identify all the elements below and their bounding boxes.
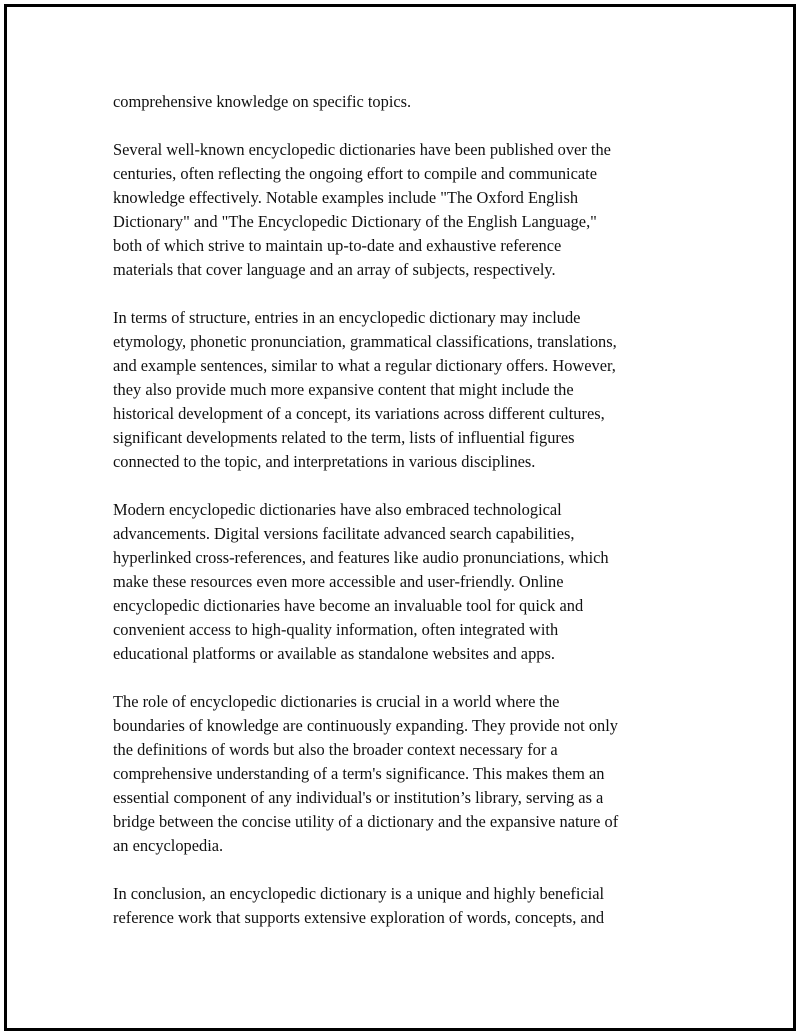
text-line: comprehensive understanding of a term's significance. This makes them an: [113, 764, 605, 783]
text-line: Dictionary" and "The Encyclopedic Dictionary of the English Language,": [113, 212, 597, 231]
text-line: hyperlinked cross-references, and features like audio pronunciations, which: [113, 548, 609, 567]
text-line: In terms of structure, entries in an encyclopedic dictionary may include: [113, 308, 581, 327]
text-line: connected to the topic, and interpretations in various disciplines.: [113, 452, 536, 471]
paragraph-2: [113, 138, 693, 282]
text-line: convenient access to high-quality information, often integrated with: [113, 620, 559, 639]
text-line: the definitions of words but also the broader context necessary for a: [113, 740, 558, 759]
text-line: bridge between the concise utility of a dictionary and the expansive nature of: [113, 812, 619, 831]
text-line: In conclusion, an encyclopedic dictionary is a unique and highly beneficial: [113, 884, 605, 903]
text-line: reference work that supports extensive exploration of words, concepts, and: [113, 908, 605, 927]
text-line: boundaries of knowledge are continuously expanding. They provide not only: [113, 716, 618, 735]
text-line: make these resources even more accessible and user-friendly. Online: [113, 572, 564, 591]
text-line: both of which strive to maintain up-to-date and exhaustive reference: [113, 236, 562, 255]
document-body: [113, 90, 693, 954]
paragraph-5: [113, 690, 693, 858]
paragraph-1: [113, 90, 693, 114]
paragraph-3: [113, 306, 693, 474]
text-line: and example sentences, similar to what a regular dictionary offers. However,: [113, 356, 616, 375]
text-line: an encyclopedia.: [113, 836, 224, 855]
paragraph-6: [113, 882, 693, 930]
text-line: educational platforms or available as standalone websites and apps.: [113, 644, 555, 663]
text-line: advancements. Digital versions facilitate advanced search capabilities,: [113, 524, 575, 543]
text-line: The role of encyclopedic dictionaries is crucial in a world where the: [113, 692, 560, 711]
text-line: etymology, phonetic pronunciation, grammatical classifications, translations,: [113, 332, 617, 351]
text-line: centuries, often reflecting the ongoing effort to compile and communicate: [113, 164, 597, 183]
text-line: encyclopedic dictionaries have become an invaluable tool for quick and: [113, 596, 584, 615]
paragraph-4: [113, 498, 693, 666]
text-line: they also provide much more expansive content that might include the: [113, 380, 574, 399]
text-line: materials that cover language and an array of subjects, respectively.: [113, 260, 556, 279]
text-line: comprehensive knowledge on specific topics.: [113, 92, 412, 111]
text-line: essential component of any individual's or institution’s library, serving as a: [113, 788, 604, 807]
text-line: Several well-known encyclopedic dictionaries have been published over the: [113, 140, 611, 159]
text-line: significant developments related to the term, lists of influential figures: [113, 428, 575, 447]
text-line: historical development of a concept, its variations across different cultures,: [113, 404, 605, 423]
text-line: Modern encyclopedic dictionaries have also embraced technological: [113, 500, 562, 519]
text-line: knowledge effectively. Notable examples include "The Oxford English: [113, 188, 579, 207]
